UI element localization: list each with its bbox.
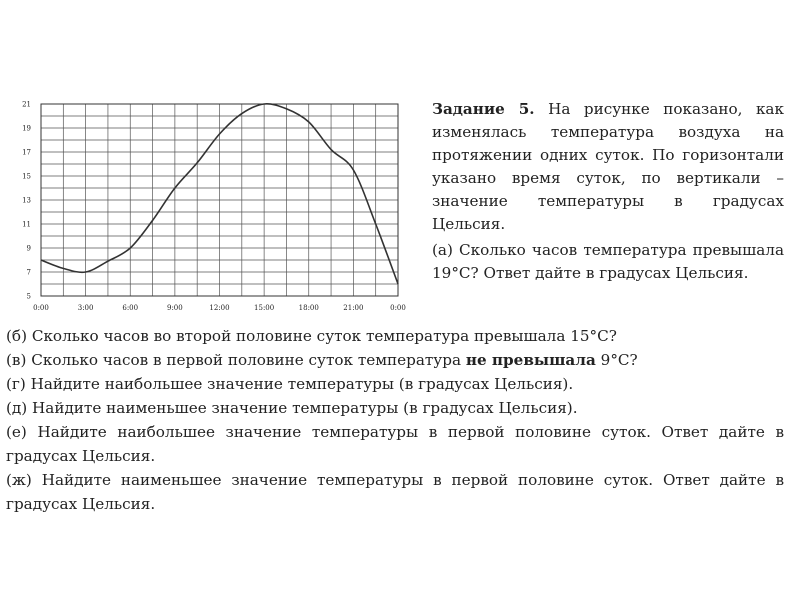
question-b: (б) Сколько часов во второй половине суток температура превышала 15°С? [6, 327, 617, 345]
task-paragraph [432, 98, 784, 236]
x-tick-label: 12:00 [209, 304, 230, 312]
task-title: Задание 5. [432, 100, 535, 118]
question-v-start: (в) Сколько часов в первой половине суток температура [6, 351, 466, 369]
y-tick-label: 21 [22, 100, 31, 109]
y-tick-label: 13 [22, 196, 31, 205]
chart-grid [41, 104, 398, 296]
x-tick-label: 18:00 [298, 304, 319, 312]
task-intro: На рисунке показано, как изменялась температура воздуха на протяжении одних суток. По горизонтали указано время суток, по вертикали – значение температуры в градусах Цельсия. [432, 100, 784, 233]
task-block [432, 98, 784, 285]
x-tick-label: 0:00 [390, 304, 406, 312]
y-tick-label: 15 [22, 172, 31, 181]
question-g: (г) Найдите наибольшее значение температуры (в градусах Цельсия). [6, 375, 574, 393]
y-tick-label: 11 [22, 220, 31, 229]
question-v-end: 9°С? [595, 351, 638, 369]
y-tick-label: 9 [26, 244, 31, 253]
x-tick-label: 0:00 [33, 304, 49, 312]
y-tick-label: 5 [26, 292, 31, 301]
question-d: (д) Найдите наименьшее значение температуры (в градусах Цельсия). [6, 399, 578, 417]
y-axis-ticks [22, 101, 31, 301]
question-v [6, 348, 784, 372]
questions-list [6, 324, 784, 516]
question-v-emphasis: не превышала [465, 351, 596, 369]
x-tick-label: 6:00 [122, 304, 139, 312]
x-tick-label: 21:00 [343, 304, 364, 312]
question-a: (а) Сколько часов температура превышала 19°С? Ответ дайте в градусах Цельсия. [432, 241, 784, 282]
question-zh: (ж) Найдите наименьшее значение температуры в первой половине суток. Ответ дайте в градусах Цельсия. [6, 471, 784, 513]
x-tick-label: 15:00 [254, 304, 275, 312]
y-tick-label: 17 [22, 148, 31, 157]
x-axis-ticks [33, 304, 406, 312]
y-tick-label: 7 [26, 268, 31, 277]
x-tick-label: 3:00 [77, 304, 94, 312]
question-e: (е) Найдите наибольшее значение температуры в первой половине суток. Ответ дайте в градусах Цельсия. [6, 423, 784, 465]
temperature-chart [0, 95, 420, 325]
y-tick-label: 19 [22, 124, 31, 133]
x-tick-label: 9:00 [167, 304, 183, 312]
